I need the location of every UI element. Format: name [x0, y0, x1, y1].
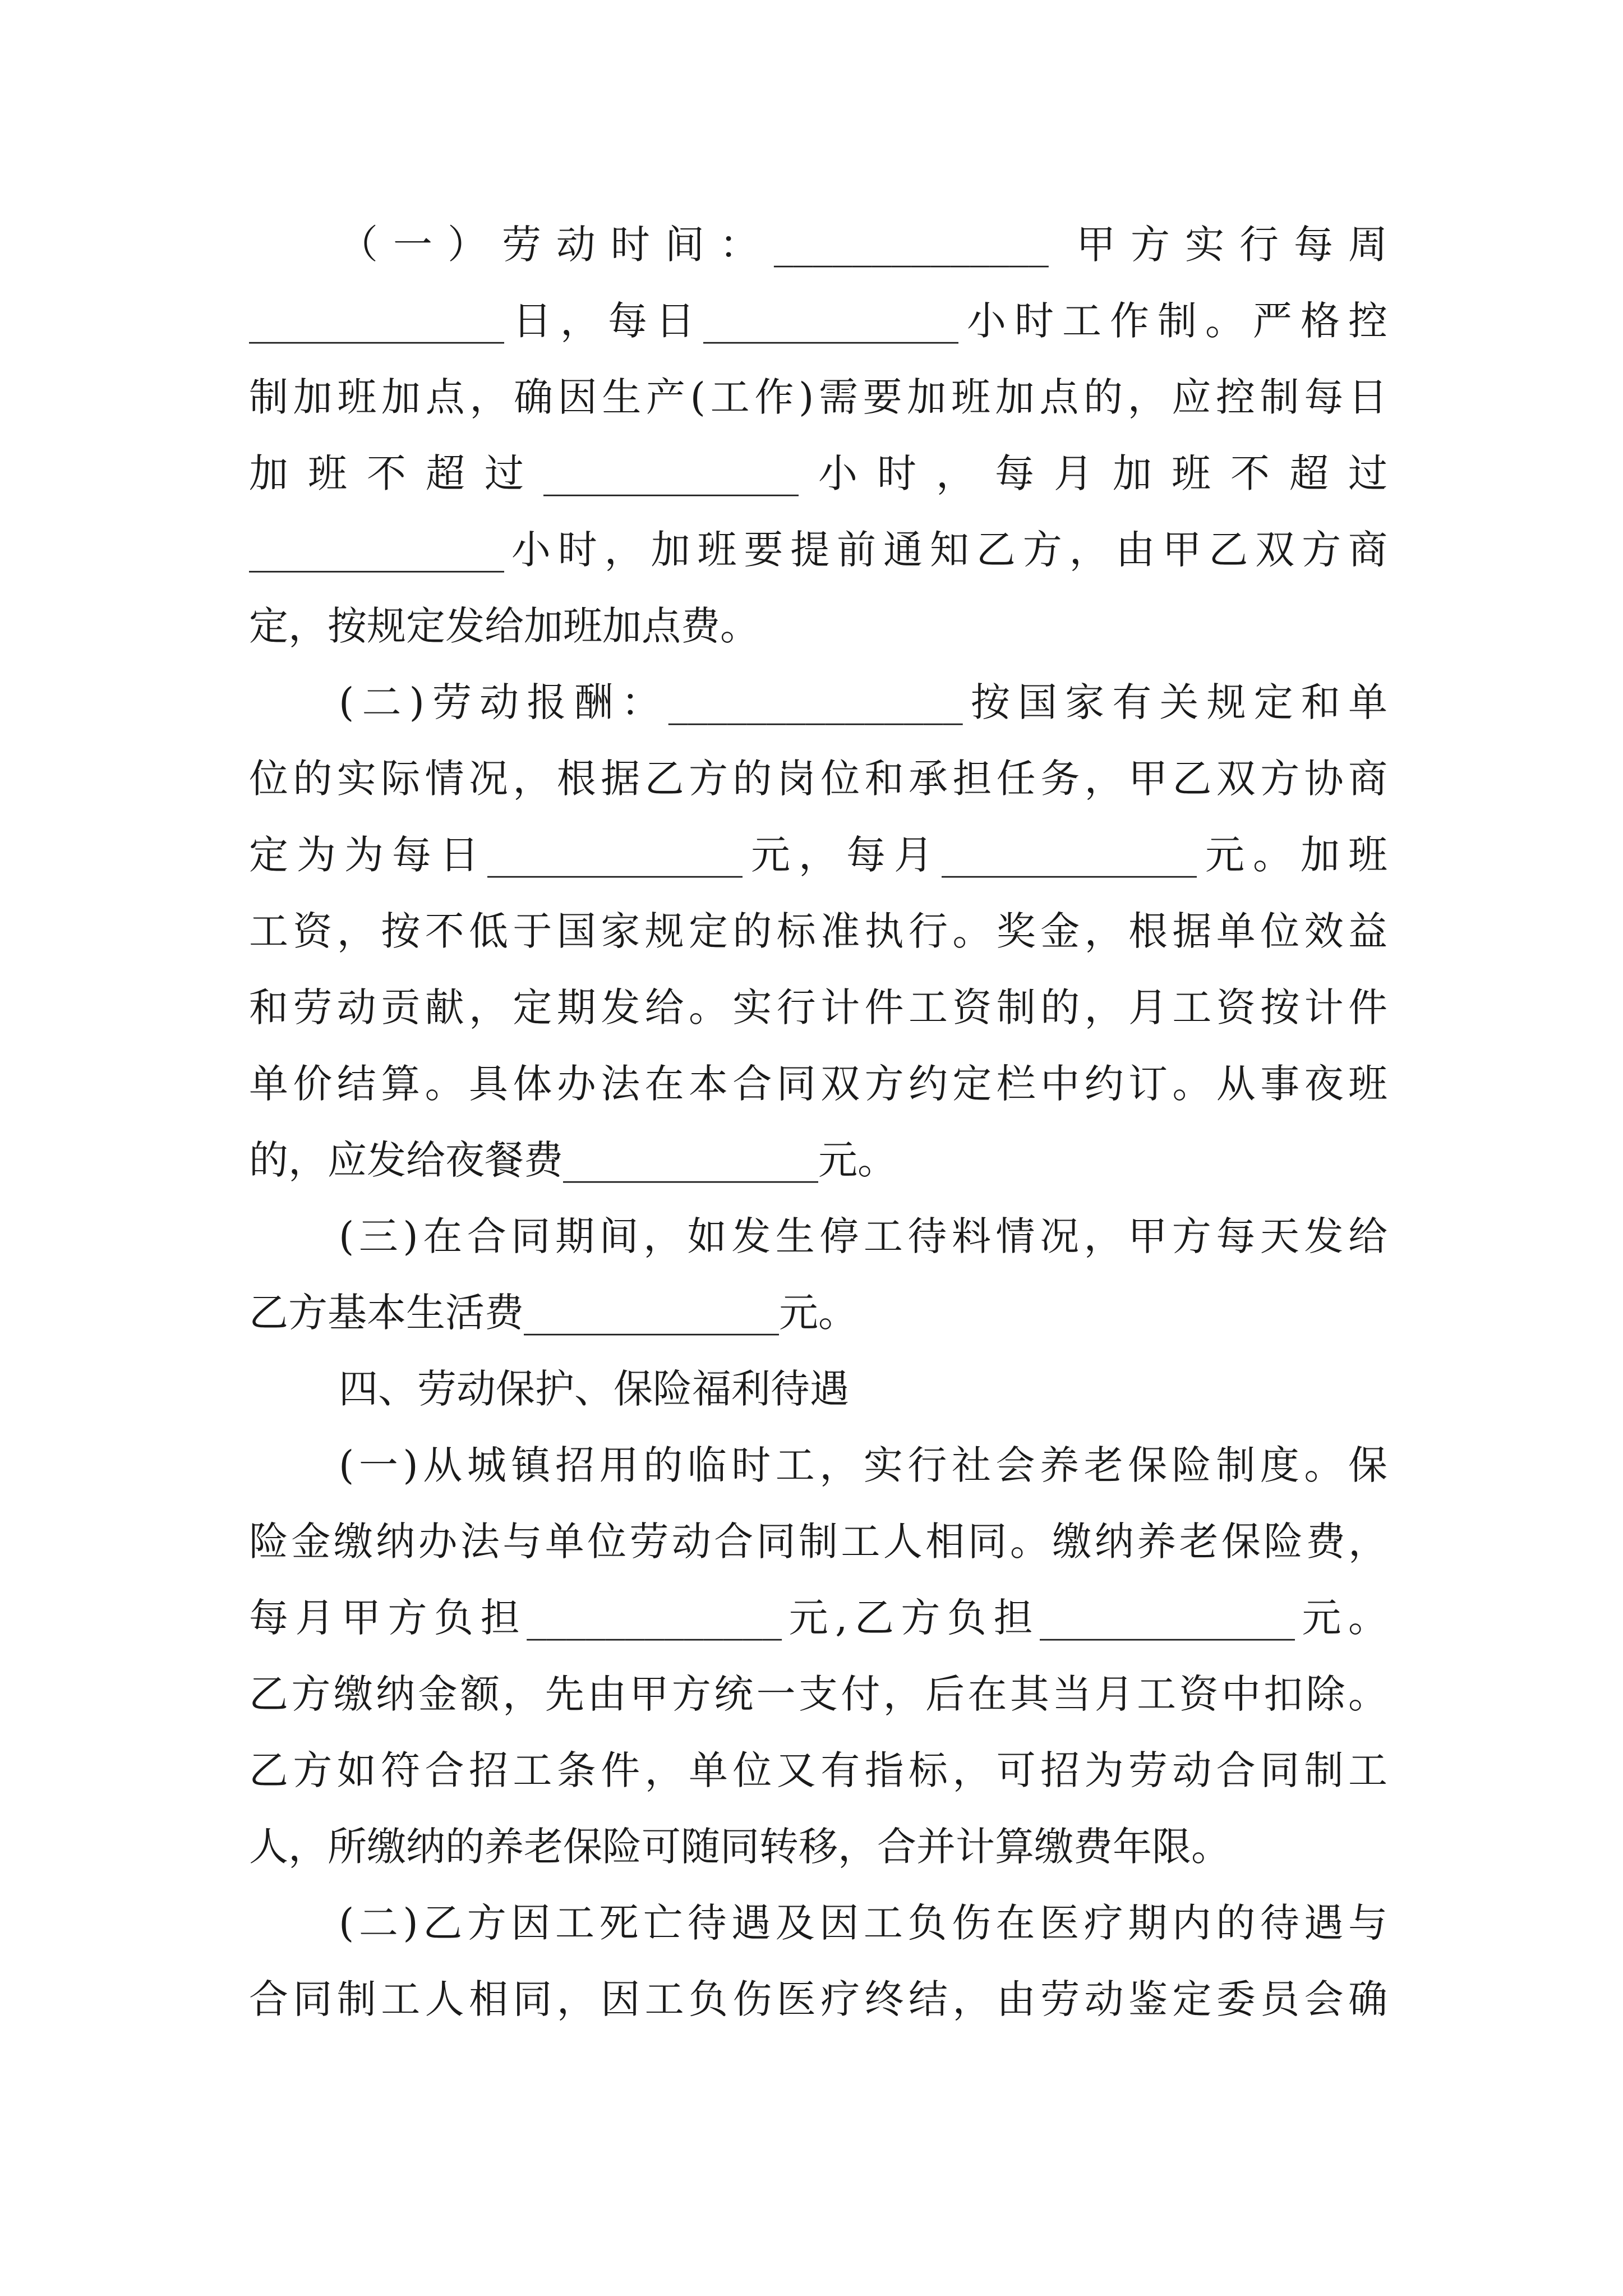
text-line: 制加班加点，确因生产(工作)需要加班加点的，应控制每日: [249, 374, 1387, 420]
text-line: 乙方缴纳金额，先由甲方统一支付，后在其当月工资中扣除。: [249, 1671, 1387, 1717]
document-body: [249, 206, 1387, 2037]
text-line: 加班不超过_____________小时，每月加班不超过: [249, 450, 1387, 496]
text-line: 定为为每日_____________元，每月_____________元。加班: [249, 832, 1387, 878]
text-line: （一）劳动时间：______________ 甲方实行每周: [339, 222, 1387, 268]
text-line: (一)从城镇招用的临时工，实行社会养老保险制度。保: [339, 1442, 1387, 1488]
text-line: 乙方如符合招工条件，单位又有指标，可招为劳动合同制工: [249, 1747, 1387, 1793]
text-line: 人，所缴纳的养老保险可随同转移，合并计算缴费年限。: [249, 1824, 1230, 1870]
text-line: 和劳动贡献，定期发给。实行计件工资制的，月工资按计件: [249, 984, 1387, 1030]
text-line: _____________小时，加班要提前通知乙方，由甲乙双方商: [249, 527, 1387, 573]
text-line: 单价结算。具体办法在本合同双方约定栏中约订。从事夜班: [249, 1061, 1387, 1107]
text-line: 的，应发给夜餐费_____________元。: [249, 1137, 897, 1183]
text-line: 定，按规定发给加班加点费。: [249, 603, 759, 649]
text-line: 工资，按不低于国家规定的标准执行。奖金，根据单位效益: [249, 908, 1387, 954]
text-line: 乙方基本生活费_____________元。: [249, 1290, 857, 1336]
text-line: 合同制工人相同，因工负伤医疗终结，由劳动鉴定委员会确: [249, 1976, 1387, 2022]
text-line: (三)在合同期间，如发生停工待料情况，甲方每天发给: [339, 1213, 1387, 1259]
text-line: 每月甲方负担_____________元,乙方负担_____________元。: [249, 1595, 1387, 1641]
text-line: _____________日，每日_____________小时工作制。严格控: [249, 298, 1387, 344]
text-line: (二)乙方因工死亡待遇及因工负伤在医疗期内的待遇与: [339, 1900, 1387, 1946]
section-heading: 四、劳动保护、保险福利待遇: [339, 1366, 849, 1412]
text-line: 位的实际情况，根据乙方的岗位和承担任务，甲乙双方协商: [249, 756, 1387, 802]
text-line: (二)劳动报酬：_______________按国家有关规定和单: [339, 679, 1387, 725]
text-line: 险金缴纳办法与单位劳动合同制工人相同。缴纳养老保险费，: [249, 1519, 1387, 1565]
